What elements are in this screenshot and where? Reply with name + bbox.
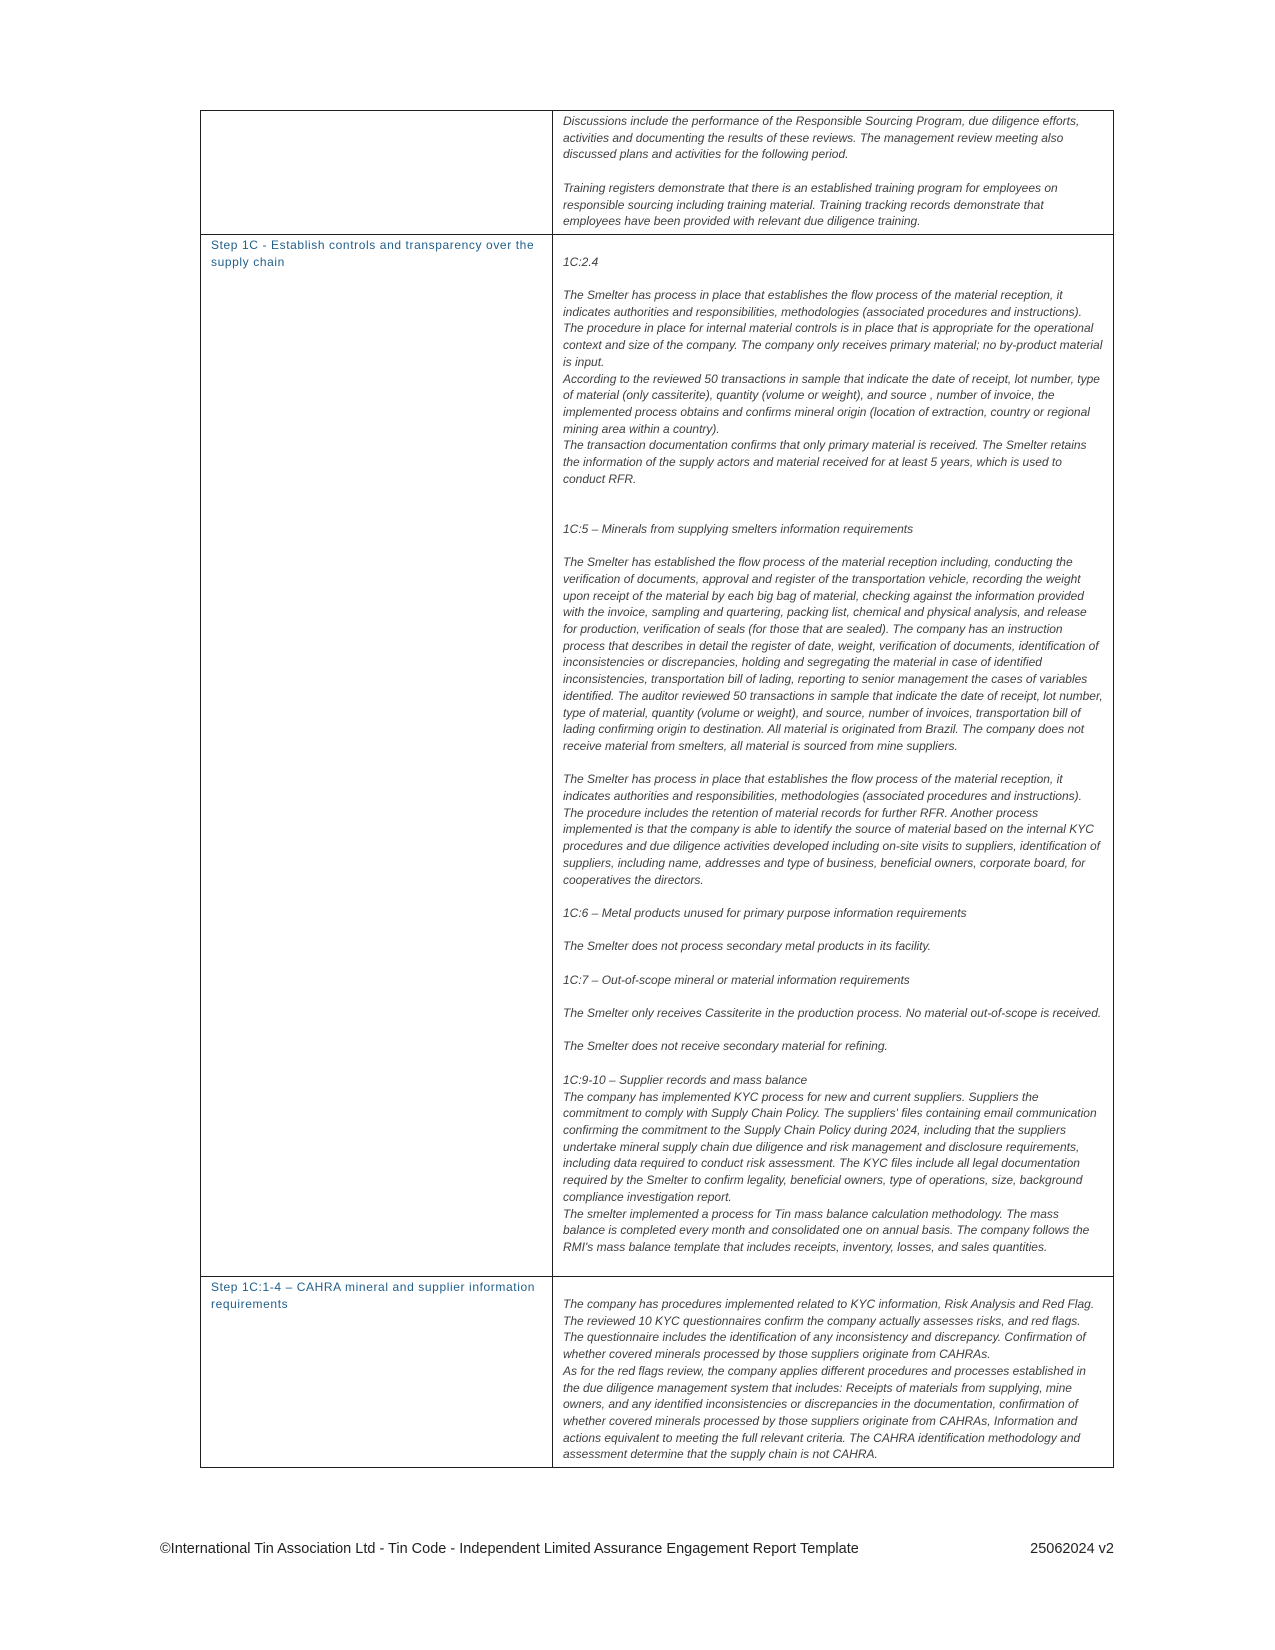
paragraph: The Smelter has process in place that establishes the flow process of the material reception, it indicates authorities and responsibilities, methodologies (associated procedures and instructions). The procedure includes the retention of material records for further RFR. Another process implemented is that the company is able to identify the source of material based on the internal KYC procedures and due diligence activities developed including on-site visits to suppliers, identification of suppliers, including name, addresses and type of business, beneficial owners, corporate board, for cooperatives the directors.: [563, 772, 1100, 887]
paragraph: The Smelter does not process secondary metal products in its facility.: [563, 939, 931, 954]
paragraph: The Smelter only receives Cassiterite in the production process. No material out-of-scope is received.: [563, 1006, 1102, 1021]
paragraph: Training registers demonstrate that there is an established training program for employees on responsible sourcing including training material. Training tracking records demonstrate that employees have been provided with relevant due diligence training.: [563, 180, 1058, 229]
content-cell: [553, 111, 1114, 235]
table-row: [201, 1277, 1114, 1468]
content-cell: [553, 234, 1114, 1276]
paragraph: Discussions include the performance of the Responsible Sourcing Program, due diligence efforts, activities and documenting the results of these reviews. The management review meeting also discussed plans and activities for the following period.: [563, 114, 1080, 162]
paragraph: As for the red flags review, the company applies different procedures and processes established in the due diligence management system that includes: Receipts of materials from supplying, mine owners, and any identified inconsistencies or discrepancies in the documentation, confirmation of whether covered minerals processed by those suppliers originate from CAHRAs, Information and actions equivalent to meeting the full relevant criteria. The CAHRA identification methodology and assessment determine that the supply chain is not CAHRA.: [563, 1363, 1086, 1462]
paragraph: The company has implemented KYC process for new and current suppliers. Suppliers the commitment to comply with Supply Chain Policy. The suppliers' files containing email communication confirming the commitment to the Supply Chain Policy during 2024, including that the suppliers undertake mineral supply chain due diligence and risk management and disclosure requirements, including data required to conduct risk assessment. The KYC files include all legal documentation required by the Smelter to confirm legality, beneficial owners, type of operations, size, background compliance investigation report.: [563, 1089, 1097, 1204]
footer-copyright: ©International Tin Association Ltd - Tin Code - Independent Limited Assurance Engagement Report Template: [160, 1541, 859, 1557]
paragraph: The Smelter has process in place that establishes the flow process of the material reception, it indicates authorities and responsibilities, methodologies (associated procedures and instructions). The procedure in place for internal material controls is in place that is appropriate for the operational context and size of the company. The company only receives primary material; no by-product material is input.: [563, 287, 1103, 369]
footer-version: 25062024 v2: [1030, 1541, 1114, 1557]
step-label: Step 1C:1-4 – CAHRA mineral and supplier information requirements: [211, 1280, 536, 1312]
paragraph: The smelter implemented a process for Tin mass balance calculation methodology. The mass balance is completed every month and consolidated one on annual basis. The company follows the RMI's mass balance template that includes receipts, inventory, losses, and sales quantities.: [563, 1206, 1090, 1254]
section-heading: 1C:5 – Minerals from supplying smelters information requirements: [563, 521, 914, 536]
step-cell: [201, 111, 553, 235]
paragraph: The company has procedures implemented related to KYC information, Risk Analysis and Red Flag. The reviewed 10 KYC questionnaires confirm the company actually assesses risks, and red flags. The questionnaire includes the identification of any inconsistency and discrepancy. Confirmation of whether covered minerals processed by those suppliers originate from CAHRAs.: [563, 1296, 1095, 1362]
step-cell: [201, 1277, 553, 1468]
paragraph: The Smelter has established the flow process of the material reception including, conducting the verification of documents, approval and register of the transportation vehicle, recording the weight upon receipt of the material by each big bag of material, checking against the information provided with the invoice, sampling and quartering, packing list, chemical and physical analysis, and release for production, verification of seals (for those that are sealed). The company has an instruction process that describes in detail the register of date, weight, verification of documents, identification of inconsistencies or discrepancies, holding and segregating the material in case of identified inconsistencies, transportation bill of lading, reporting to senior management the cases of variables identified. The auditor reviewed 50 transactions in sample that indicate the date of receipt, lot number, type of material, quantity (volume or weight), and source, number of invoices, transportation bill of lading confirming origin to destination. All material is originated from Brazil. The company does not receive material from smelters, all material is sourced from mine suppliers.: [563, 555, 1103, 753]
section-heading: 1C:2.4: [563, 254, 599, 269]
table-row: [201, 111, 1114, 235]
assurance-report-table: [200, 110, 1114, 1468]
paragraph: The Smelter does not receive secondary material for refining.: [563, 1039, 888, 1054]
paragraph: The transaction documentation confirms that only primary material is received. The Smelter retains the information of the supply actors and material received for at least 5 years, which is used to conduct RFR.: [563, 438, 1087, 486]
section-heading: 1C:7 – Out-of-scope mineral or material information requirements: [563, 972, 910, 987]
table-row: [201, 234, 1114, 1276]
paragraph: According to the reviewed 50 transactions in sample that indicate the date of receipt, lot number, type of material (only cassiterite), quantity (volume or weight), and source , number of invoice, the implemented process obtains and confirms mineral origin (location of extraction, country or regional mining area within a country).: [563, 371, 1100, 436]
step-label: Step 1C - Establish controls and transparency over the supply chain: [211, 237, 535, 269]
section-heading: 1C:9-10 – Supplier records and mass balance: [563, 1072, 808, 1087]
step-cell: [201, 234, 553, 1276]
content-cell: [553, 1277, 1114, 1468]
section-heading: 1C:6 – Metal products unused for primary purpose information requirements: [563, 905, 967, 920]
